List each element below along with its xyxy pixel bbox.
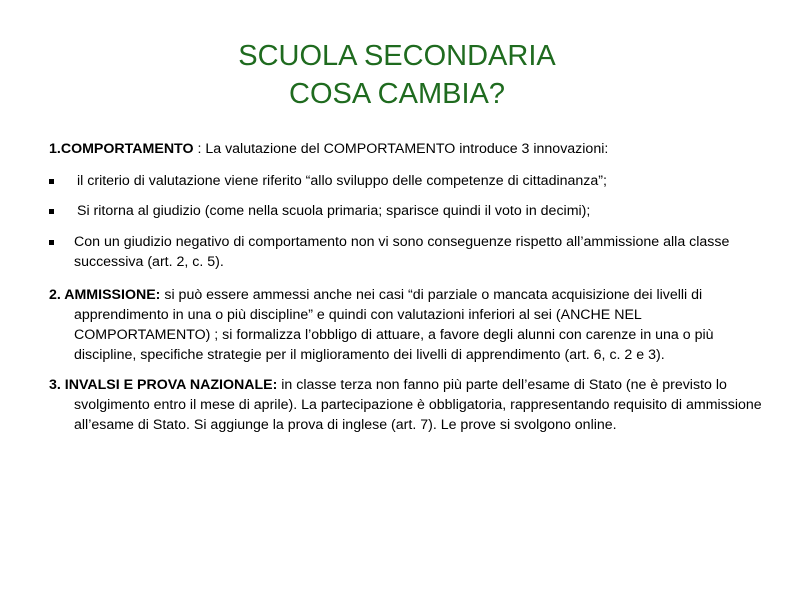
section-ammissione-text: si può essere ammessi anche nei casi “di parziale o mancata acquisizione dei livelli di apprendimento in una o più discipline” e quindi con valutazioni inferiori al sei (ANCHE NEL COMPORTAMENTO) ; si formalizza l’obbligo di attuare, a favore degli alunni con carenze in una o più discipline, specifiche strategie per il miglioramento dei livelli di apprendimento (art. 6, c. 2 e 3). <box>74 287 714 363</box>
section-comportamento-label: 1.COMPORTAMENTO <box>49 141 194 157</box>
list-item-text: il criterio di valutazione viene riferito “allo sviluppo delle competenze di cittadinanza”; <box>77 173 607 189</box>
list-item <box>49 171 771 191</box>
section-ammissione <box>49 285 771 365</box>
list-item <box>49 232 771 272</box>
slide-body <box>49 139 771 435</box>
section-ammissione-label: 2. AMMISSIONE: <box>49 287 161 303</box>
section-comportamento-text: : La valutazione del COMPORTAMENTO introduce 3 innovazioni: <box>193 141 609 157</box>
title-line-1: SCUOLA SECONDARIA <box>238 40 556 72</box>
slide-title <box>0 37 794 113</box>
square-bullet-icon <box>49 209 54 214</box>
square-bullet-icon <box>49 240 54 245</box>
list-item <box>49 201 771 221</box>
list-item-text: Con un giudizio negativo di comportamento non vi sono conseguenze rispetto all’ammissione alla classe successiva (art. 2, c. 5). <box>74 234 730 270</box>
section-invalsi-text: in classe terza non fanno più parte dell’esame di Stato (ne è previsto lo svolgimento entro il mese di aprile). La partecipazione è obbligatoria, rappresentando requisito di ammissione all’esame di Stato. Si aggiunge la prova di inglese (art. 7). Le prove si svolgono online. <box>74 377 762 433</box>
list-item-text: Si ritorna al giudizio (come nella scuola primaria; sparisce quindi il voto in decimi); <box>77 203 591 219</box>
square-bullet-icon <box>49 179 54 184</box>
section-invalsi <box>49 375 771 435</box>
title-line-2: COSA CAMBIA? <box>289 78 505 110</box>
section-invalsi-label: 3. INVALSI E PROVA NAZIONALE: <box>49 377 278 393</box>
section-comportamento <box>49 139 771 159</box>
comportamento-bullet-list <box>49 171 771 272</box>
